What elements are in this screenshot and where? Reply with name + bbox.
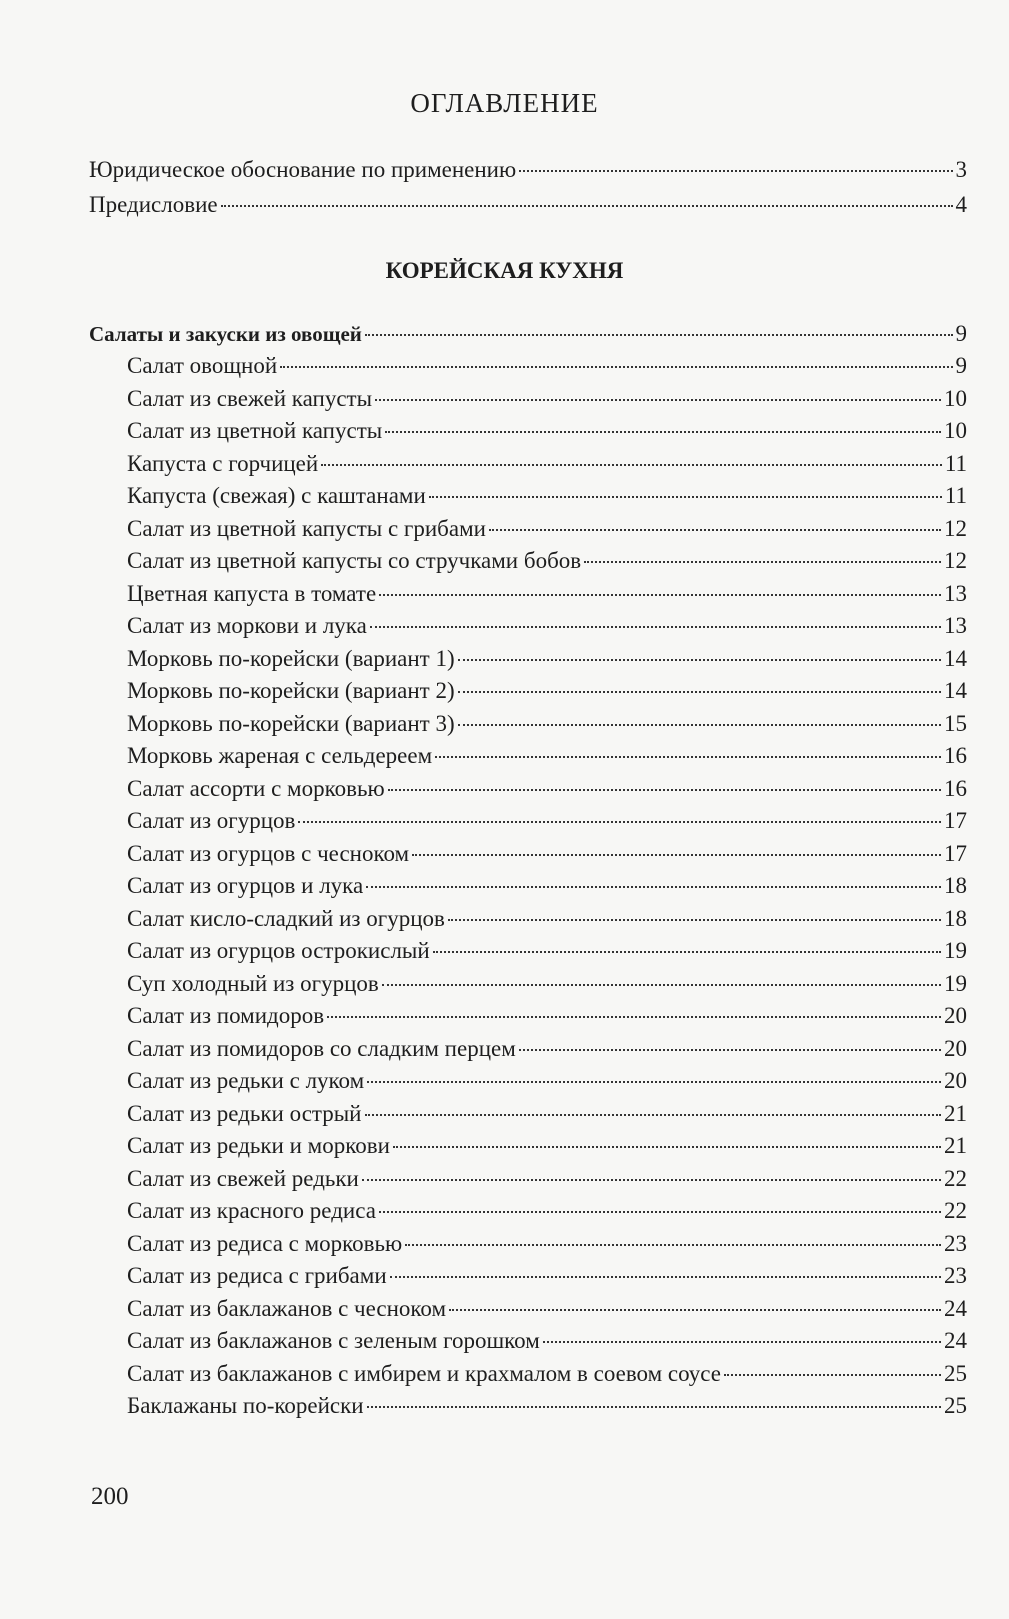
toc-entry (89, 155, 967, 185)
toc-entry-label: Предисловие (89, 192, 218, 217)
recipe-page: 11 (944, 450, 967, 476)
toc-recipe-entry (127, 449, 967, 479)
dot-leader (584, 561, 941, 563)
toc-recipe-entry (127, 676, 967, 706)
toc-recipe-entry (127, 969, 967, 999)
dot-leader (367, 1406, 941, 1408)
toc-entry-page: 3 (955, 157, 967, 182)
dot-leader (489, 529, 941, 531)
dot-leader (379, 594, 941, 596)
toc-recipe-entry (127, 351, 967, 381)
page-number: 200 (91, 1483, 129, 1510)
recipe-page: 19 (944, 970, 967, 996)
dot-leader (405, 1244, 941, 1246)
dot-leader (435, 756, 941, 758)
dot-leader (449, 1309, 941, 1311)
recipe-label: Баклажаны по-корейски (127, 1393, 364, 1418)
dot-leader (365, 1114, 942, 1116)
recipe-page: 25 (944, 1360, 967, 1386)
recipe-page: 17 (944, 840, 967, 866)
recipe-label: Салат овощной (127, 353, 278, 378)
toc-entry-page: 4 (955, 192, 967, 217)
recipe-page: 13 (944, 580, 967, 606)
recipe-label: Салат из свежей капусты (127, 385, 373, 411)
dot-leader (458, 659, 941, 661)
toc-entry-label: Юридическое обоснование по применению (89, 157, 517, 182)
recipe-page: 12 (944, 548, 967, 573)
dot-leader (458, 691, 941, 693)
toc-recipe-entry (127, 384, 967, 414)
toc-recipe-entry (127, 1001, 967, 1031)
recipe-page: 19 (944, 938, 967, 963)
dot-leader (298, 821, 941, 823)
dot-leader (519, 1049, 941, 1051)
recipe-label: Салат из помидоров (127, 1003, 325, 1028)
dot-leader (724, 1374, 941, 1376)
toc-recipe-entry (127, 839, 967, 869)
dot-leader (362, 1179, 941, 1181)
toc-recipe-entry (127, 644, 967, 674)
dot-leader (327, 1016, 941, 1018)
recipe-page: 20 (944, 1068, 967, 1093)
recipe-label: Салат из огурцов острокислый (127, 938, 430, 963)
recipe-label: Салат из свежей редьки (127, 1165, 359, 1191)
recipe-page: 17 (944, 808, 967, 833)
toc-entry (89, 190, 967, 220)
recipe-label: Морковь по-корейски (вариант 1) (127, 645, 455, 671)
recipe-page: 12 (944, 515, 967, 541)
dot-leader (519, 170, 952, 172)
toc-recipe-entry (127, 774, 967, 804)
recipe-label: Салат из редьки острый (127, 1100, 362, 1126)
toc-recipe-entry (127, 1164, 967, 1194)
chapter-page: 9 (955, 321, 967, 346)
recipe-page: 24 (944, 1328, 967, 1353)
toc-recipe-entry (127, 514, 967, 544)
dot-leader (385, 431, 941, 433)
recipe-label: Салат из редиса с морковью (127, 1230, 403, 1256)
toc-recipe-entry (127, 1066, 967, 1096)
recipe-page: 21 (944, 1133, 967, 1158)
recipe-label: Салат из огурцов с чесноком (127, 840, 410, 866)
dot-leader (375, 399, 941, 401)
dot-leader (367, 1081, 941, 1083)
recipe-label: Салат из помидоров со сладким перцем (127, 1035, 516, 1061)
toc-recipe-entry (127, 1034, 967, 1064)
toc-recipe-entry (127, 1359, 967, 1389)
toc-recipe-entry (127, 611, 967, 641)
recipe-label: Капуста с горчицей (127, 450, 319, 476)
dot-leader (365, 334, 953, 336)
recipe-label: Салат из цветной капусты (127, 418, 383, 443)
dot-leader (280, 366, 952, 368)
toc-recipe-entry (127, 904, 967, 934)
dot-leader (321, 464, 942, 466)
recipe-label: Салат из баклажанов с имбирем и крахмалом в соевом соусе (127, 1360, 721, 1386)
dot-leader (221, 205, 953, 207)
recipe-page: 23 (944, 1263, 967, 1288)
dot-leader (370, 626, 941, 628)
section-title: КОРЕЙСКАЯ КУХНЯ (385, 258, 624, 283)
toc-recipe-entry (127, 871, 967, 901)
dot-leader (412, 854, 941, 856)
recipe-label: Салат из цветной капусты с грибами (127, 515, 486, 541)
recipe-page: 22 (944, 1165, 967, 1191)
recipe-page: 25 (944, 1393, 967, 1418)
toc-recipe-entry (127, 806, 967, 836)
recipe-label: Салат из огурцов и лука (127, 873, 364, 898)
recipe-label: Салат кисло-сладкий из огурцов (127, 905, 445, 931)
recipe-page: 18 (944, 905, 967, 931)
dot-leader (388, 789, 941, 791)
recipe-label: Салат из редьки с луком (127, 1068, 365, 1093)
recipe-label: Салат из баклажанов с зеленым горошком (127, 1328, 540, 1353)
toc-recipe-entry (127, 1099, 967, 1129)
dot-leader (393, 1146, 941, 1148)
toc-recipe-entry (127, 546, 967, 576)
dot-leader (429, 496, 942, 498)
recipe-page: 21 (944, 1100, 967, 1126)
toc-title: ОГЛАВЛЕНИЕ (410, 88, 599, 118)
dot-leader (390, 1276, 941, 1278)
recipe-label: Салат ассорти с морковью (127, 775, 385, 801)
recipe-page: 20 (944, 1003, 967, 1028)
recipe-label: Салат из редьки и моркови (127, 1133, 390, 1158)
recipe-label: Салат из огурцов (127, 808, 296, 833)
toc-recipe-entry (127, 741, 967, 771)
recipe-page: 10 (944, 385, 967, 411)
recipe-label: Суп холодный из огурцов (127, 970, 379, 996)
recipe-label: Салат из редиса с грибами (127, 1263, 387, 1288)
recipe-label: Морковь по-корейски (вариант 2) (127, 678, 455, 703)
dot-leader (366, 886, 941, 888)
dot-leader (382, 984, 941, 986)
recipe-page: 14 (944, 678, 967, 703)
recipe-label: Салат из баклажанов с чесноком (127, 1295, 447, 1321)
recipe-label: Морковь по-корейски (вариант 3) (127, 710, 455, 736)
recipe-label: Салат из моркови и лука (127, 613, 367, 638)
recipe-page: 18 (944, 873, 967, 898)
toc-recipe-entry (127, 481, 967, 511)
toc-chapter-entry (89, 319, 967, 349)
recipe-label: Морковь жареная с сельдереем (127, 743, 433, 768)
recipe-page: 13 (944, 613, 967, 638)
recipe-page: 15 (944, 710, 967, 736)
recipe-page: 16 (944, 775, 967, 801)
recipe-label: Салат из цветной капусты со стручками бобов (127, 548, 582, 573)
recipe-label: Салат из красного редиса (127, 1198, 376, 1223)
toc-recipe-entry (127, 1391, 967, 1421)
recipe-page: 22 (944, 1198, 967, 1223)
dot-leader (448, 919, 941, 921)
dot-leader (458, 724, 941, 726)
recipe-label: Капуста (свежая) с каштанами (127, 483, 426, 508)
recipe-page: 23 (944, 1230, 967, 1256)
toc-recipe-entry (127, 579, 967, 609)
recipe-page: 10 (944, 418, 967, 443)
toc-recipe-entry (127, 1261, 967, 1291)
recipe-page: 16 (944, 743, 967, 768)
dot-leader (433, 951, 941, 953)
toc-recipe-entry (127, 936, 967, 966)
dot-leader (379, 1211, 941, 1213)
recipe-page: 20 (944, 1035, 967, 1061)
toc-recipe-entry (127, 709, 967, 739)
toc-recipe-entry (127, 1229, 967, 1259)
chapter-label: Салаты и закуски из овощей (89, 322, 362, 346)
dot-leader (543, 1341, 941, 1343)
toc-recipe-entry (127, 1131, 967, 1161)
toc-recipe-entry (127, 1294, 967, 1324)
recipe-page: 24 (944, 1295, 967, 1321)
toc-recipe-entry (127, 416, 967, 446)
toc-recipe-entry (127, 1196, 967, 1226)
recipe-label: Цветная капуста в томате (127, 580, 377, 606)
recipe-page: 11 (944, 483, 967, 508)
recipe-page: 14 (944, 645, 967, 671)
recipe-page: 9 (955, 353, 967, 378)
toc-recipe-entry (127, 1326, 967, 1356)
